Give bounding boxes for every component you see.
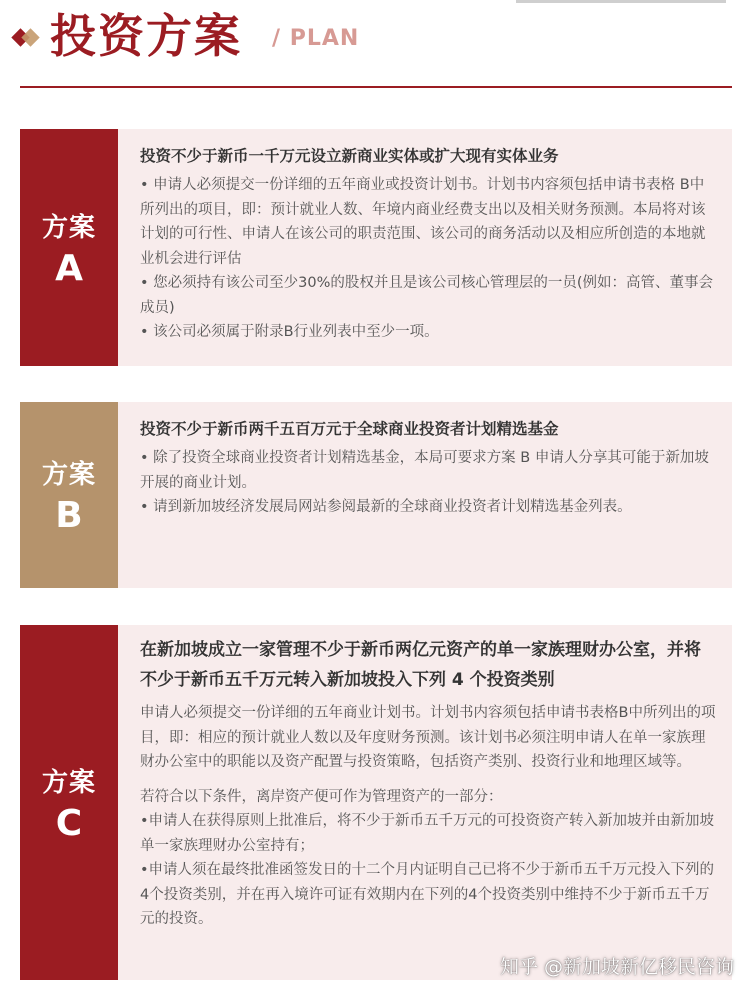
plan-c-heading: 在新加坡成立一家管理不少于新币两亿元资产的单一家族理财办公室，并将不少于新币五千万元转入新加坡投入下列 4 个投资类别 <box>140 640 701 690</box>
plan-c-letter: C <box>55 802 83 844</box>
plan-a-card <box>20 129 732 366</box>
plan-c-paragraph: 申请人必须提交一份详细的五年商业计划书。计划书内容须包括申请书表格B中所列出的项目，即：相应的预计就业人数以及年度财务预测。该计划书必须注明申请人在单一家族理财办公室中的职能以及资产配置与投资策略，包括资产类别、投资行业和地理区域等。 <box>140 705 716 770</box>
plan-b-item: • 请到新加坡经济发展局网站参阅最新的全球商业投资者计划精选基金列表。 <box>140 499 632 515</box>
top-edge-decoration <box>516 0 726 3</box>
plan-c-body <box>118 625 732 980</box>
plan-b-card <box>20 402 732 588</box>
plan-a-body <box>118 129 732 366</box>
plan-a-item: • 申请人必须提交一份详细的五年商业或投资计划书。计划书内容须包括申请书表格 B中所列出的项目，即：预计就业人数、年境内商业经费支出以及相关财务预测。本局将对该计划的可行性、申请人在该公司的职责范围、该公司的商务活动以及相应所创造的本地就业机会进行评估 <box>140 177 706 267</box>
plan-b-name: 方案 <box>41 460 96 490</box>
plan-a-item: • 该公司必须属于附录B行业列表中至少一项。 <box>140 324 439 340</box>
plan-c-card <box>20 625 732 980</box>
spacer <box>140 775 716 785</box>
plan-c-paragraph: 若符合以下条件，离岸资产便可作为管理资产的一部分： <box>140 788 503 805</box>
watermark: 知乎 @新加坡新亿移民咨询 <box>499 956 734 978</box>
title-divider <box>20 86 732 88</box>
plan-b-label <box>20 402 118 588</box>
plan-c-item: •申请人须在最终批准函签发日的十二个月内证明自己已将不少于新币五千万元投入下列的4个投资类别，并在再入境许可证有效期内在下列的4个投资类别中维持不少于新币五千万元的投资。 <box>140 862 715 927</box>
plan-a-letter: A <box>55 247 83 289</box>
page-title: 投资方案 <box>50 9 242 63</box>
plan-b-heading: 投资不少于新币两千五百万元于全球商业投资者计划精选基金 <box>140 420 559 438</box>
plan-b-letter: B <box>55 495 83 536</box>
page-subtitle: / PLAN <box>272 26 360 51</box>
plan-a-heading: 投资不少于新币一千万元设立新商业实体或扩大现有实体业务 <box>140 147 559 165</box>
plan-b-item: • 除了投资全球商业投资者计划精选基金，本局可要求方案 B 申请人分享其可能于新加坡开展的商业计划。 <box>140 450 709 491</box>
plan-a-item: • 您必须持有该公司至少30%的股权并且是该公司核心管理层的一员(例如：高管、董事会成员) <box>140 275 714 316</box>
plan-c-label <box>20 625 118 980</box>
plan-a-name: 方案 <box>41 212 96 243</box>
plan-a-label <box>20 129 118 366</box>
plan-c-item: •申请人在获得原则上批准后，将不少于新币五千万元的可投资资产转入新加坡并由新加坡单一家族理财办公室持有； <box>140 813 715 854</box>
plan-b-body <box>118 402 732 588</box>
plan-c-name: 方案 <box>41 767 96 798</box>
